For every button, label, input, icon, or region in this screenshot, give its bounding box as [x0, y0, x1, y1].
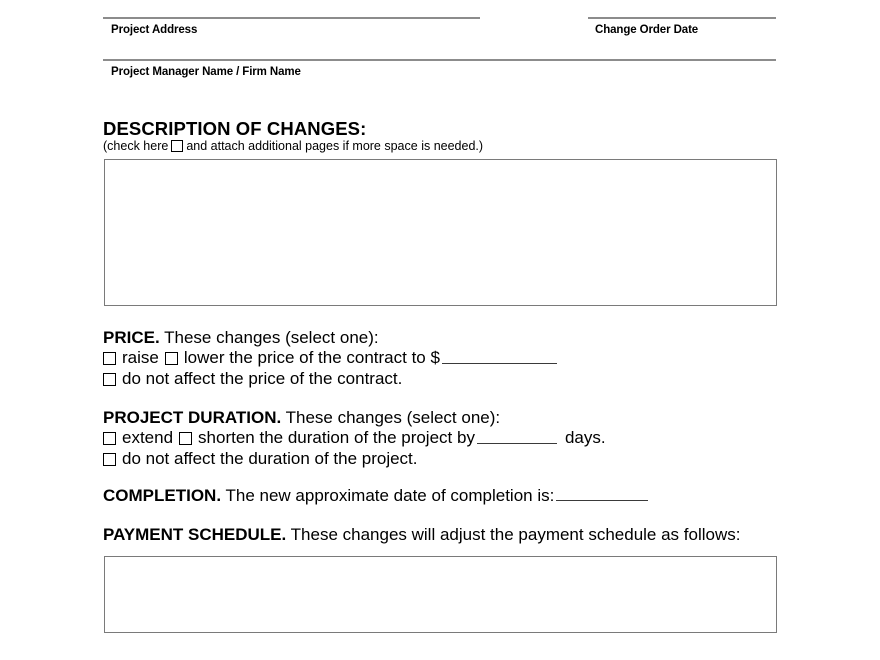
- price-lower-label: lower the price of the contract to $: [183, 348, 440, 367]
- project-manager-rule: [103, 59, 776, 61]
- duration-extend-checkbox[interactable]: [103, 432, 116, 445]
- price-no-effect-checkbox[interactable]: [103, 373, 116, 386]
- payment-schedule-heading-rest: These changes will adjust the payment schedule as follows:: [286, 525, 741, 544]
- completion-date-input[interactable]: [556, 489, 648, 501]
- price-option-row-1: [103, 348, 559, 368]
- change-order-date-rule: [588, 17, 776, 19]
- price-heading-label: PRICE.: [103, 328, 160, 347]
- price-lower-checkbox[interactable]: [165, 352, 178, 365]
- project-address-label: Project Address: [111, 24, 198, 36]
- project-address-rule: [103, 17, 480, 19]
- change-order-date-label: Change Order Date: [595, 24, 699, 36]
- duration-shorten-checkbox[interactable]: [179, 432, 192, 445]
- payment-schedule-heading: [103, 525, 740, 545]
- duration-days-suffix: days.: [564, 428, 606, 447]
- price-amount-input[interactable]: [442, 352, 557, 364]
- duration-extend-label: extend: [122, 428, 174, 447]
- project-manager-label: Project Manager Name / Firm Name: [111, 66, 301, 78]
- payment-schedule-textarea[interactable]: [104, 556, 777, 633]
- duration-heading-label: PROJECT DURATION.: [103, 408, 282, 427]
- completion-heading-rest: The new approximate date of completion is:: [221, 486, 555, 505]
- description-of-changes-title: DESCRIPTION OF CHANGES:: [103, 118, 367, 139]
- description-of-changes-textarea[interactable]: [104, 159, 777, 306]
- duration-shorten-label: shorten the duration of the project by: [198, 428, 475, 447]
- description-note: [103, 139, 483, 153]
- price-no-effect-label: do not affect the price of the contract.: [122, 369, 403, 388]
- duration-heading-rest: These changes (select one):: [281, 408, 501, 427]
- price-heading: [103, 328, 379, 348]
- price-heading-rest: These changes (select one):: [159, 328, 379, 347]
- price-option-row-2: [103, 369, 402, 389]
- duration-no-effect-checkbox[interactable]: [103, 453, 116, 466]
- duration-no-effect-label: do not affect the duration of the project.: [122, 449, 418, 468]
- payment-schedule-heading-label: PAYMENT SCHEDULE.: [103, 525, 287, 544]
- duration-heading: [103, 408, 500, 428]
- price-raise-label: raise: [122, 348, 159, 367]
- description-note-suffix: and attach additional pages if more space is needed.): [186, 139, 484, 153]
- price-raise-checkbox[interactable]: [103, 352, 116, 365]
- duration-days-input[interactable]: [477, 432, 557, 444]
- completion-heading: [103, 486, 650, 506]
- attach-additional-pages-checkbox[interactable]: [171, 140, 183, 152]
- completion-heading-label: COMPLETION.: [103, 486, 222, 505]
- duration-option-row-2: [103, 449, 418, 469]
- description-note-prefix: (check here: [103, 139, 169, 153]
- duration-option-row-1: [103, 428, 606, 448]
